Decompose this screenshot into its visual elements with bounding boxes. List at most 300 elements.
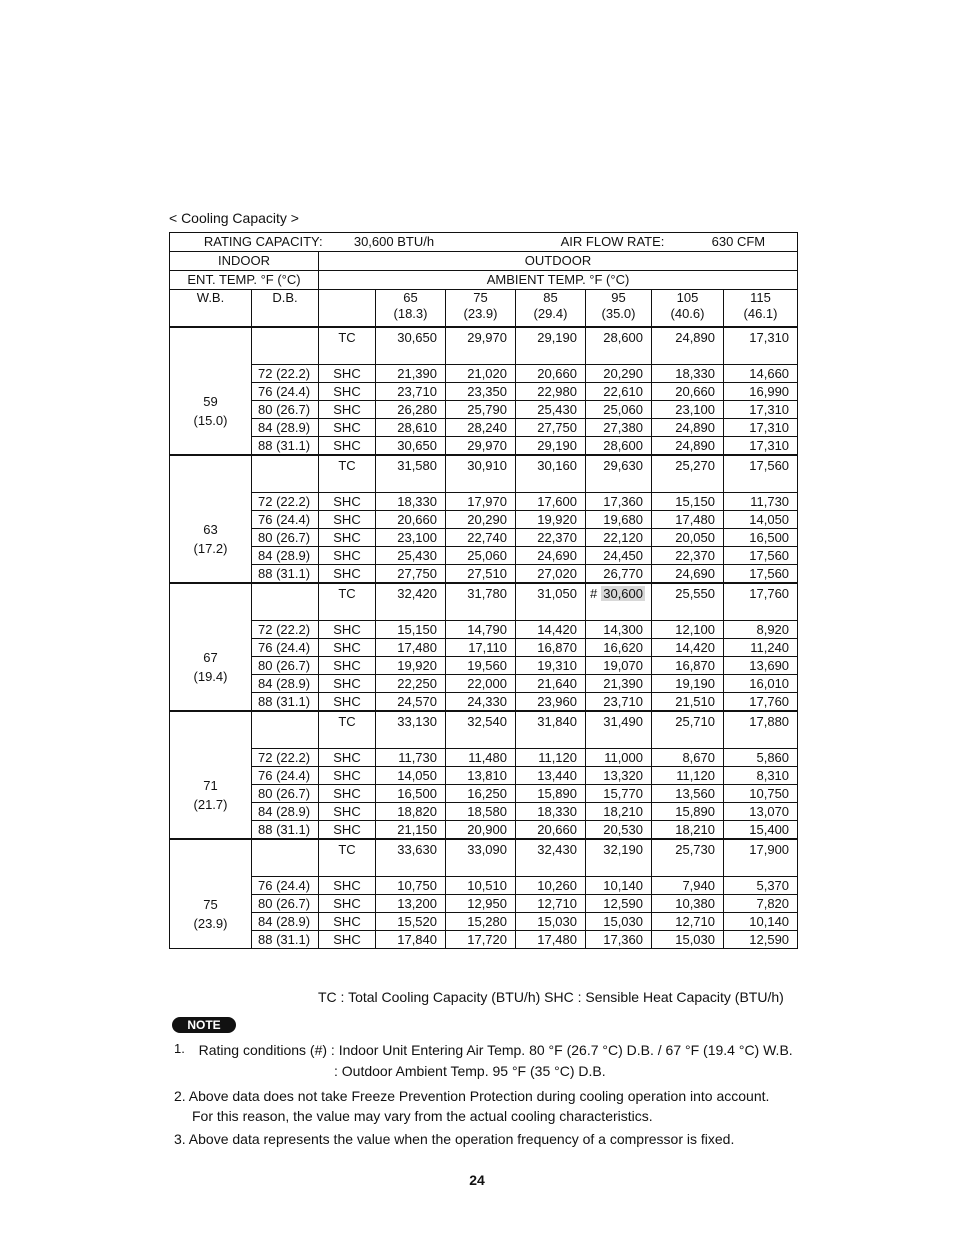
tc-value: 17,880 <box>724 711 798 749</box>
shc-label: SHC <box>319 693 376 712</box>
airflow-label: AIR FLOW RATE: <box>560 234 665 249</box>
shc-value: 18,580 <box>446 803 516 821</box>
tc-value: 33,090 <box>446 839 516 877</box>
shc-value: 23,960 <box>516 693 586 712</box>
shc-value: 20,660 <box>516 821 586 840</box>
db-blank-cell <box>252 711 319 749</box>
db-temp: 76 (24.4) <box>252 511 319 529</box>
ambient-temp-f: 95 <box>611 290 626 305</box>
tc-value: 25,270 <box>652 455 724 493</box>
shc-value: 12,100 <box>652 621 724 639</box>
tc-value: 24,890 <box>652 327 724 365</box>
shc-value: 25,790 <box>446 401 516 419</box>
db-temp: 80 (26.7) <box>252 785 319 803</box>
shc-value: 17,310 <box>724 437 798 456</box>
shc-value: 19,190 <box>652 675 724 693</box>
ambient-temp-col-0 <box>376 290 446 328</box>
tc-value: 31,050 <box>516 583 586 621</box>
shc-label: SHC <box>319 749 376 767</box>
shc-value: 23,100 <box>652 401 724 419</box>
shc-row <box>170 749 798 767</box>
shc-value: 13,440 <box>516 767 586 785</box>
shc-label: SHC <box>319 657 376 675</box>
shc-value: 20,530 <box>586 821 652 840</box>
shc-value: 22,370 <box>652 547 724 565</box>
tc-row <box>170 839 798 877</box>
shc-value: 28,240 <box>446 419 516 437</box>
shc-value: 18,330 <box>376 493 446 511</box>
tc-value: 28,600 <box>586 327 652 365</box>
section-heading: < Cooling Capacity > <box>169 210 299 226</box>
rating-row <box>170 233 798 252</box>
shc-value: 5,860 <box>724 749 798 767</box>
shc-value: 20,660 <box>652 383 724 401</box>
shc-value: 29,190 <box>516 437 586 456</box>
shc-row <box>170 401 798 419</box>
ambient-temp-c: (23.9) <box>463 306 498 321</box>
shc-label: SHC <box>319 437 376 456</box>
shc-value: 10,140 <box>586 877 652 895</box>
shc-value: 20,660 <box>376 511 446 529</box>
shc-value: 17,310 <box>724 401 798 419</box>
rating-value-highlight: 30,600 <box>603 586 643 601</box>
shc-value: 22,250 <box>376 675 446 693</box>
shc-row <box>170 493 798 511</box>
shc-row <box>170 621 798 639</box>
shc-value: 19,920 <box>376 657 446 675</box>
tc-value: 31,580 <box>376 455 446 493</box>
shc-value: 14,790 <box>446 621 516 639</box>
shc-value: 11,730 <box>724 493 798 511</box>
shc-row <box>170 547 798 565</box>
tc-value: 25,730 <box>652 839 724 877</box>
shc-value: 27,510 <box>446 565 516 584</box>
db-blank-cell <box>252 839 319 877</box>
shc-value: 28,600 <box>586 437 652 456</box>
shc-value: 15,150 <box>376 621 446 639</box>
shc-value: 15,890 <box>516 785 586 803</box>
ambient-temp-header: AMBIENT TEMP. °F (°C) <box>319 271 798 290</box>
shc-value: 19,310 <box>516 657 586 675</box>
shc-value: 18,210 <box>652 821 724 840</box>
shc-value: 17,360 <box>586 493 652 511</box>
shc-row <box>170 639 798 657</box>
tc-label: TC <box>319 711 376 749</box>
shc-label: SHC <box>319 821 376 840</box>
shc-value: 28,610 <box>376 419 446 437</box>
shc-value: 26,770 <box>586 565 652 584</box>
shc-value: 20,660 <box>516 365 586 383</box>
shc-value: 10,750 <box>376 877 446 895</box>
tc-value: 29,970 <box>446 327 516 365</box>
shc-value: 14,660 <box>724 365 798 383</box>
shc-value: 14,050 <box>376 767 446 785</box>
shc-value: 13,320 <box>586 767 652 785</box>
note-1-line1: Rating conditions (#) : Indoor Unit Entering Air Temp. 80 °F (26.7 °C) D.B. / 67 °F (19.4 °C) W.B. <box>198 1042 793 1058</box>
shc-row <box>170 803 798 821</box>
note-3: 3. Above data represents the value when the operation frequency of a compressor is fixed. <box>174 1131 735 1147</box>
shc-value: 12,590 <box>724 931 798 949</box>
db-temp: 88 (31.1) <box>252 693 319 712</box>
tc-value: 33,130 <box>376 711 446 749</box>
shc-label: SHC <box>319 401 376 419</box>
wb-temp-f: 75 <box>203 897 218 912</box>
shc-value: 22,980 <box>516 383 586 401</box>
shc-value: 24,890 <box>652 437 724 456</box>
shc-row <box>170 419 798 437</box>
shc-value: 17,360 <box>586 931 652 949</box>
shc-value: 24,570 <box>376 693 446 712</box>
db-temp: 72 (22.2) <box>252 749 319 767</box>
shc-value: 16,010 <box>724 675 798 693</box>
db-blank-cell <box>252 455 319 493</box>
shc-value: 14,420 <box>516 621 586 639</box>
tc-label: TC <box>319 327 376 365</box>
shc-row <box>170 675 798 693</box>
wb-cell <box>170 455 252 583</box>
wb-temp-c: (15.0) <box>193 413 228 428</box>
tc-value: 32,540 <box>446 711 516 749</box>
shc-value: 15,400 <box>724 821 798 840</box>
rating-mark: # <box>590 586 598 601</box>
tc-label: TC <box>319 455 376 493</box>
shc-value: 8,920 <box>724 621 798 639</box>
shc-row <box>170 511 798 529</box>
db-temp: 72 (22.2) <box>252 365 319 383</box>
ambient-temp-f: 75 <box>473 290 488 305</box>
shc-label: SHC <box>319 419 376 437</box>
shc-value: 18,820 <box>376 803 446 821</box>
db-temp: 80 (26.7) <box>252 529 319 547</box>
shc-value: 13,200 <box>376 895 446 913</box>
airflow-unit: CFM <box>736 234 766 249</box>
ambient-temp-col-1 <box>446 290 516 328</box>
shc-row <box>170 657 798 675</box>
shc-label: SHC <box>319 639 376 657</box>
tc-row <box>170 711 798 749</box>
shc-value: 20,900 <box>446 821 516 840</box>
shc-value: 22,000 <box>446 675 516 693</box>
shc-value: 13,560 <box>652 785 724 803</box>
shc-value: 17,560 <box>724 565 798 584</box>
shc-label: SHC <box>319 365 376 383</box>
shc-value: 24,690 <box>516 547 586 565</box>
shc-value: 10,750 <box>724 785 798 803</box>
ambient-temp-c: (18.3) <box>393 306 428 321</box>
shc-row <box>170 767 798 785</box>
shc-value: 14,420 <box>652 639 724 657</box>
indoor-header: INDOOR <box>170 252 319 271</box>
tc-value: 25,710 <box>652 711 724 749</box>
shc-value: 15,770 <box>586 785 652 803</box>
db-temp: 84 (28.9) <box>252 547 319 565</box>
label-header-blank <box>319 290 376 328</box>
shc-value: 21,150 <box>376 821 446 840</box>
ambient-temp-col-4 <box>652 290 724 328</box>
shc-label: SHC <box>319 529 376 547</box>
note-2-line2: For this reason, the value may vary from the actual cooling characteristics. <box>192 1108 653 1124</box>
note-1 <box>174 1040 793 1061</box>
shc-row <box>170 437 798 456</box>
shc-value: 7,940 <box>652 877 724 895</box>
shc-value: 16,500 <box>376 785 446 803</box>
shc-value: 11,240 <box>724 639 798 657</box>
shc-value: 12,710 <box>516 895 586 913</box>
shc-value: 15,030 <box>586 913 652 931</box>
shc-value: 7,820 <box>724 895 798 913</box>
wb-temp-c: (23.9) <box>193 916 228 931</box>
shc-value: 19,560 <box>446 657 516 675</box>
shc-value: 16,870 <box>652 657 724 675</box>
shc-row <box>170 877 798 895</box>
shc-row <box>170 821 798 840</box>
tc-value: 31,780 <box>446 583 516 621</box>
rating-capacity-label: RATING CAPACITY: <box>203 234 323 249</box>
wb-temp-f: 71 <box>203 778 218 793</box>
shc-value: 17,760 <box>724 693 798 712</box>
note-1-line2: : Outdoor Ambient Temp. 95 °F (35 °C) D.B. <box>334 1063 606 1079</box>
tc-value: 32,430 <box>516 839 586 877</box>
ambient-temp-f: 105 <box>676 290 699 305</box>
shc-value: 10,380 <box>652 895 724 913</box>
shc-value: 17,970 <box>446 493 516 511</box>
shc-value: 14,050 <box>724 511 798 529</box>
shc-value: 10,260 <box>516 877 586 895</box>
shc-value: 16,990 <box>724 383 798 401</box>
ambient-temp-c: (29.4) <box>533 306 568 321</box>
wb-temp-f: 59 <box>203 394 218 409</box>
cooling-capacity-table <box>169 232 798 949</box>
shc-value: 13,690 <box>724 657 798 675</box>
ambient-temp-f: 65 <box>403 290 418 305</box>
db-temp: 72 (22.2) <box>252 493 319 511</box>
tc-value: 30,910 <box>446 455 516 493</box>
shc-value: 15,280 <box>446 913 516 931</box>
wb-temp-c: (17.2) <box>193 541 228 556</box>
db-temp: 72 (22.2) <box>252 621 319 639</box>
note-badge: NOTE <box>172 1017 236 1033</box>
shc-value: 11,000 <box>586 749 652 767</box>
shc-row <box>170 895 798 913</box>
shc-value: 15,030 <box>652 931 724 949</box>
wb-temp-f: 63 <box>203 522 218 537</box>
shc-value: 25,060 <box>446 547 516 565</box>
shc-row <box>170 693 798 712</box>
shc-label: SHC <box>319 565 376 584</box>
shc-value: 26,280 <box>376 401 446 419</box>
shc-value: 19,920 <box>516 511 586 529</box>
shc-value: 13,070 <box>724 803 798 821</box>
tc-value <box>586 583 652 621</box>
shc-value: 11,480 <box>446 749 516 767</box>
db-temp: 80 (26.7) <box>252 401 319 419</box>
wb-cell <box>170 583 252 711</box>
page-number: 24 <box>469 1172 485 1188</box>
tc-value: 30,650 <box>376 327 446 365</box>
shc-row <box>170 565 798 584</box>
ambient-temp-col-2 <box>516 290 586 328</box>
rating-capacity-value: 30,600 <box>353 234 394 249</box>
db-temp: 88 (31.1) <box>252 565 319 584</box>
tc-value: 32,420 <box>376 583 446 621</box>
shc-label: SHC <box>319 803 376 821</box>
rating-capacity-unit: BTU/h <box>397 234 435 249</box>
wb-temp-f: 67 <box>203 650 218 665</box>
shc-label: SHC <box>319 913 376 931</box>
tc-value: 31,490 <box>586 711 652 749</box>
db-temp: 84 (28.9) <box>252 913 319 931</box>
shc-value: 16,250 <box>446 785 516 803</box>
shc-value: 17,600 <box>516 493 586 511</box>
db-temp: 84 (28.9) <box>252 419 319 437</box>
shc-value: 8,310 <box>724 767 798 785</box>
shc-value: 11,120 <box>516 749 586 767</box>
outdoor-header: OUTDOOR <box>319 252 798 271</box>
shc-row <box>170 529 798 547</box>
shc-value: 11,120 <box>652 767 724 785</box>
shc-value: 12,590 <box>586 895 652 913</box>
shc-value: 13,810 <box>446 767 516 785</box>
tc-row <box>170 327 798 365</box>
shc-label: SHC <box>319 767 376 785</box>
shc-value: 20,050 <box>652 529 724 547</box>
shc-row <box>170 785 798 803</box>
tc-value: 31,840 <box>516 711 586 749</box>
shc-label: SHC <box>319 877 376 895</box>
tc-label: TC <box>319 839 376 877</box>
shc-row <box>170 383 798 401</box>
shc-value: 22,120 <box>586 529 652 547</box>
shc-value: 27,020 <box>516 565 586 584</box>
ambient-temp-f: 115 <box>750 290 771 305</box>
shc-value: 23,350 <box>446 383 516 401</box>
shc-value: 24,690 <box>652 565 724 584</box>
shc-value: 23,100 <box>376 529 446 547</box>
shc-value: 15,890 <box>652 803 724 821</box>
shc-value: 17,480 <box>652 511 724 529</box>
db-temp: 76 (24.4) <box>252 639 319 657</box>
shc-value: 21,390 <box>586 675 652 693</box>
shc-value: 15,150 <box>652 493 724 511</box>
shc-label: SHC <box>319 895 376 913</box>
shc-label: SHC <box>319 511 376 529</box>
tc-value: 17,560 <box>724 455 798 493</box>
db-header: D.B. <box>252 290 319 328</box>
tc-value: 32,190 <box>586 839 652 877</box>
db-temp: 84 (28.9) <box>252 803 319 821</box>
shc-value: 17,310 <box>724 419 798 437</box>
tc-value: 29,630 <box>586 455 652 493</box>
db-temp: 88 (31.1) <box>252 821 319 840</box>
db-blank-cell <box>252 327 319 365</box>
tc-value: 17,310 <box>724 327 798 365</box>
note-1-number: 1. <box>174 1041 185 1056</box>
ent-temp-header: ENT. TEMP. °F (°C) <box>170 271 319 290</box>
db-blank-cell <box>252 583 319 621</box>
db-temp: 76 (24.4) <box>252 877 319 895</box>
db-temp: 80 (26.7) <box>252 895 319 913</box>
shc-value: 11,730 <box>376 749 446 767</box>
shc-value: 27,380 <box>586 419 652 437</box>
db-temp: 84 (28.9) <box>252 675 319 693</box>
shc-value: 17,720 <box>446 931 516 949</box>
shc-label: SHC <box>319 931 376 949</box>
tc-value: 25,550 <box>652 583 724 621</box>
legend: TC : Total Cooling Capacity (BTU/h) SHC : Sensible Heat Capacity (BTU/h) <box>318 989 784 1005</box>
shc-value: 25,060 <box>586 401 652 419</box>
ambient-temp-c: (46.1) <box>743 306 778 321</box>
shc-value: 21,390 <box>376 365 446 383</box>
shc-row <box>170 365 798 383</box>
shc-value: 25,430 <box>376 547 446 565</box>
tc-value: 17,900 <box>724 839 798 877</box>
wb-header: W.B. <box>170 290 252 328</box>
shc-value: 25,430 <box>516 401 586 419</box>
shc-value: 22,740 <box>446 529 516 547</box>
shc-value: 22,610 <box>586 383 652 401</box>
shc-label: SHC <box>319 547 376 565</box>
tc-value: 30,160 <box>516 455 586 493</box>
shc-value: 17,480 <box>516 931 586 949</box>
shc-value: 10,140 <box>724 913 798 931</box>
shc-value: 15,030 <box>516 913 586 931</box>
db-temp: 76 (24.4) <box>252 383 319 401</box>
shc-label: SHC <box>319 785 376 803</box>
ambient-temp-c: (40.6) <box>670 306 705 321</box>
shc-value: 19,070 <box>586 657 652 675</box>
note-2-line1: 2. Above data does not take Freeze Prevention Protection during cooling operation into account. <box>174 1088 770 1104</box>
shc-value: 12,950 <box>446 895 516 913</box>
tc-label: TC <box>319 583 376 621</box>
db-temp: 80 (26.7) <box>252 657 319 675</box>
ambient-temp-col-3 <box>586 290 652 328</box>
wb-temp-c: (21.7) <box>193 797 228 812</box>
wb-temp-c: (19.4) <box>193 669 228 684</box>
ambient-temp-col-5 <box>724 290 798 328</box>
shc-value: 15,520 <box>376 913 446 931</box>
tc-value: 33,630 <box>376 839 446 877</box>
shc-value: 23,710 <box>376 383 446 401</box>
shc-value: 5,370 <box>724 877 798 895</box>
shc-value: 18,330 <box>652 365 724 383</box>
shc-value: 21,510 <box>652 693 724 712</box>
shc-value: 29,970 <box>446 437 516 456</box>
shc-value: 14,300 <box>586 621 652 639</box>
shc-value: 22,370 <box>516 529 586 547</box>
shc-value: 21,640 <box>516 675 586 693</box>
db-temp: 76 (24.4) <box>252 767 319 785</box>
shc-value: 24,450 <box>586 547 652 565</box>
wb-cell <box>170 711 252 839</box>
shc-value: 24,890 <box>652 419 724 437</box>
shc-value: 16,870 <box>516 639 586 657</box>
shc-value: 16,500 <box>724 529 798 547</box>
airflow-value: 630 <box>711 234 734 249</box>
shc-value: 23,710 <box>586 693 652 712</box>
shc-value: 17,840 <box>376 931 446 949</box>
shc-value: 30,650 <box>376 437 446 456</box>
shc-value: 10,510 <box>446 877 516 895</box>
shc-value: 27,750 <box>376 565 446 584</box>
shc-value: 17,560 <box>724 547 798 565</box>
shc-value: 8,670 <box>652 749 724 767</box>
shc-row <box>170 913 798 931</box>
shc-value: 12,710 <box>652 913 724 931</box>
shc-row <box>170 931 798 949</box>
shc-value: 21,020 <box>446 365 516 383</box>
shc-value: 27,750 <box>516 419 586 437</box>
tc-value: 17,760 <box>724 583 798 621</box>
